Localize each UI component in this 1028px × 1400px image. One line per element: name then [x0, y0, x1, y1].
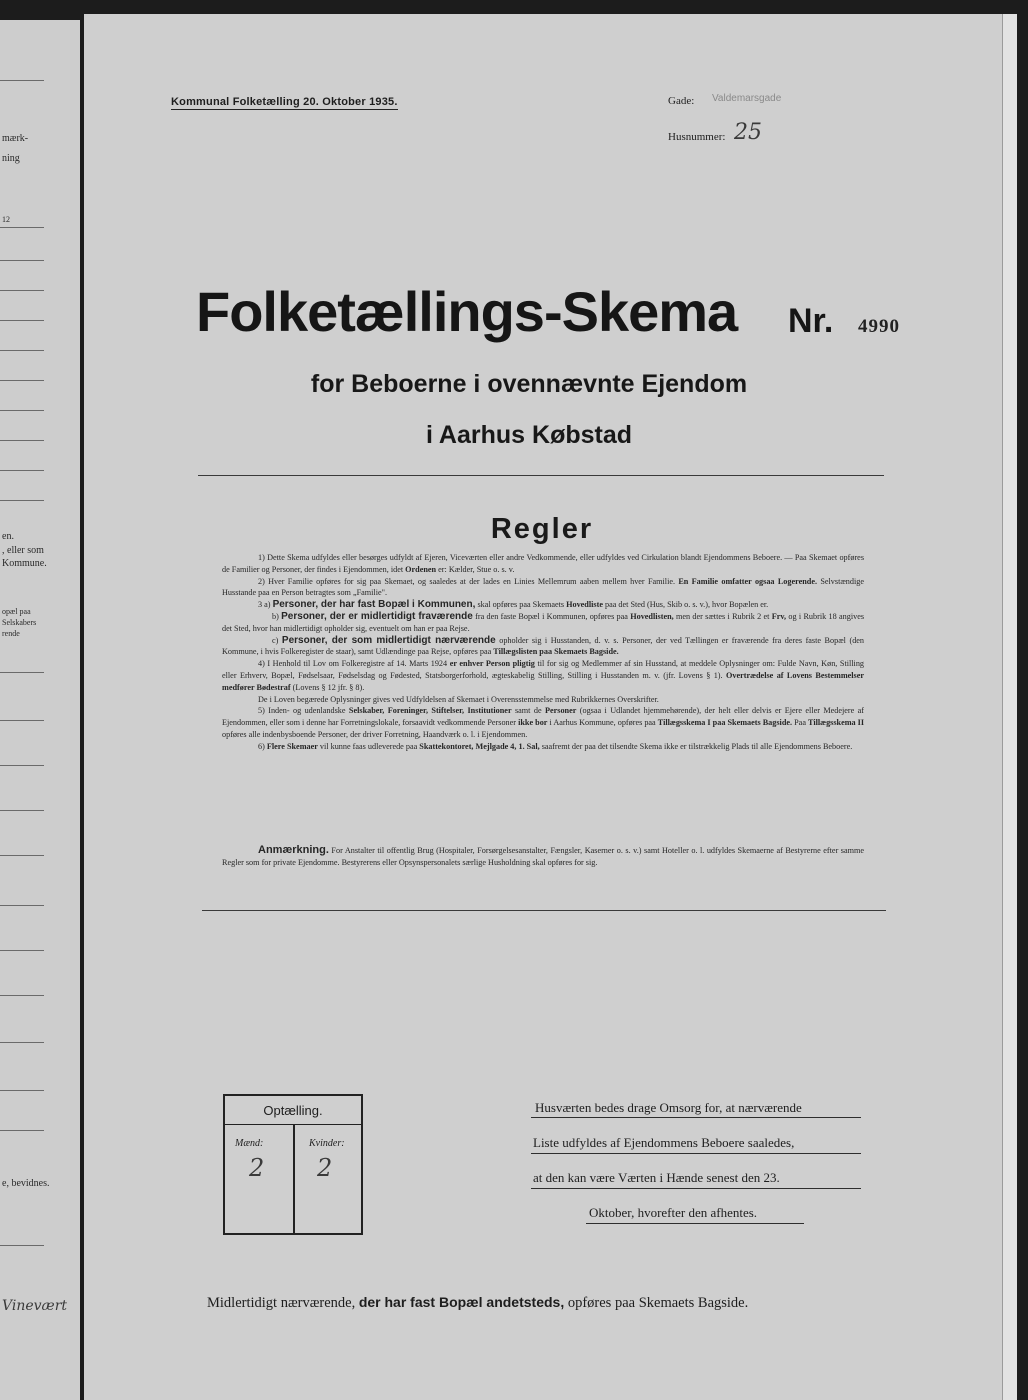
house-number-label: Husnummer:: [668, 131, 726, 143]
rule-3a: 3 a) Personer, der har fast Bopæl i Kommunen, skal opføres paa Skemaets Hovedliste paa det Sted (Hus, Skib o. s. v.), hvor Bopælen er.: [258, 599, 769, 611]
left-page-rule: [0, 410, 44, 411]
left-page-fragment: , eller som: [2, 545, 44, 556]
form-number-value: 4990: [858, 316, 900, 337]
left-page-rule: [0, 1090, 44, 1091]
left-page-rule: [0, 672, 44, 673]
left-page-fragment: mærk-: [2, 133, 29, 144]
left-page-rule: [0, 320, 44, 321]
rule-3c: c) Personer, der som midlertidigt nærværende opholder sig i Husstanden, d. v. s. Personer, der ved Tællingen er fraværende fra deres faste Bopæl (den Kommune, i hvis Folkeregister de staar), samt Udlændinge paa Rejse, opføres paa Tillægslisten paa Skemaets Bagside.: [222, 634, 865, 657]
left-page-fragment: e, bevidnes.: [2, 1178, 50, 1189]
men-count: 2: [249, 1154, 265, 1182]
form-title: Folketællings-Skema: [196, 280, 738, 343]
left-page-rule: [0, 855, 44, 856]
street-value: Valdemarsgade: [712, 93, 782, 104]
street-label: Gade:: [668, 95, 695, 107]
left-page-rule: [0, 765, 44, 766]
left-page-fragment: rende: [2, 629, 20, 638]
footer-note: Midlertidigt nærværende, der har fast Bopæl andetsteds, opføres paa Skemaets Bagside.: [207, 1294, 749, 1311]
house-number-value: 25: [734, 120, 762, 145]
count-box-title: Optælling.: [225, 1096, 361, 1125]
rule-5: 5) Inden- og udenlandske Selskaber, Foreninger, Stiftelser, Institutioner samt de Personer (ogsaa i Udlandet hjemmehørende), der helt eller delvis er Ejere eller Medejere af Ejendommen, eller som i denne har Forretningslokale, forsaavidt vedkommende Personer ikke bor i Aarhus Kommune, opføres paa Tillægsskema I paa Skemaets Bagside. Paa Tillægsskema II opføres alle indenbysboende Personer, der driver Forretning, Haandværk o. l. i Ejendommen.: [222, 706, 865, 739]
left-page-fragment: opæl paa: [2, 607, 31, 616]
instruction-underline: [531, 1117, 861, 1118]
instruction-underline: [531, 1188, 861, 1189]
form-location: i Aarhus Købstad: [425, 421, 633, 449]
count-box-divider: [293, 1124, 295, 1233]
form-subtitle: for Beboerne i ovennævnte Ejendom: [310, 370, 748, 398]
left-page-rule: [0, 810, 44, 811]
instruction-line: at den kan være Værten i Hænde senest den 23.: [533, 1170, 780, 1185]
form-number-label: Nr.: [788, 302, 834, 340]
left-page-rule: [0, 950, 44, 951]
left-page-rule: [0, 227, 44, 228]
left-page-rule: [0, 80, 44, 81]
left-page-rule: [0, 350, 44, 351]
rule-4-continued: De i Loven begærede Oplysninger gives ved Udfyldelsen af Skemaet i Overensstemmelse med Rubrikkernes Overskrifter.: [258, 694, 659, 704]
instruction-underline: [531, 1153, 861, 1154]
remark-text: For Anstalter til offentlig Brug (Hospitaler, Forsørgelsesanstalter, Fængsler, Kaserner o. s. v.) samt Hoteller o. l. udfyldes Skemaerne af Bestyrerne efter samme Regler som for private Ejendomme. Bestyrerens eller Opsynspersonalets særlige Husholdning skal opføres for sig.: [222, 846, 864, 867]
left-page-rule: [0, 720, 44, 721]
divider-top: [198, 475, 884, 476]
rules-body: [222, 552, 864, 753]
remark-label: Anmærkning.: [258, 844, 329, 856]
left-page-rule: [0, 290, 44, 291]
instruction-line: Oktober, hvorefter den afhentes.: [589, 1205, 758, 1220]
left-page-rule: [0, 260, 44, 261]
left-page-fragment: en.: [2, 531, 14, 542]
left-page-fragment: Kommune.: [2, 558, 47, 569]
left-page-fragment: 12: [2, 215, 10, 224]
left-page-rule: [0, 1042, 44, 1043]
instruction-underline: [586, 1223, 804, 1224]
women-label: Kvinder:: [309, 1138, 345, 1149]
left-page-rule: [0, 995, 44, 996]
women-count: 2: [317, 1154, 333, 1182]
page-edge: [1002, 14, 1017, 1400]
rule-2: 2) Hver Familie opføres for sig paa Skemaet, og saaledes at der lades en Linies Mellemrum aaben mellem hver Familie. En Familie omfatter ogsaa Logerende. Selvstændige Husstande paa en Person betragtes som „Familie".: [222, 576, 864, 598]
left-page-rule: [0, 500, 44, 501]
instruction-line: Husværten bedes drage Omsorg for, at nærværende: [535, 1100, 802, 1115]
left-page-fragment: ning: [2, 153, 20, 164]
instruction-line: Liste udfyldes af Ejendommens Beboere saaledes,: [533, 1135, 795, 1150]
count-box: [223, 1094, 363, 1235]
divider-bottom: [202, 910, 886, 911]
remark-paragraph: [222, 845, 864, 869]
left-page-rule: [0, 1130, 44, 1131]
men-label: Mænd:: [235, 1138, 264, 1149]
left-page-strip: [0, 20, 80, 1400]
rule-1: 1) Dette Skema udfyldes eller besørges udfyldt af Ejeren, Viceværten eller andre Vedkommende, eller udfyldes ved Cirkulation blandt Ejendommens Beboere. — Paa Skemaet opføres de Familier og Personer, der findes i Ejendommen, idet Ordenen er: Kælder, Stue o. s. v.: [222, 553, 864, 574]
rule-6: 6) Flere Skemaer vil kunne faas udleverede paa Skattekontoret, Mejlgade 4, 1. Sal, saafremt der paa det tilsendte Skema ikke er tilstrækkelig Plads til alle Ejendommens Beboere.: [258, 741, 853, 751]
left-page-signature: Vinevært: [2, 1298, 68, 1314]
rule-3b: b) Personer, der er midlertidigt fraværende fra den faste Bopæl i Kommunen, opføres paa Hovedlisten, men der sættes i Rubrik 2 et Frv, og i Rubrik 18 angives det Sted, hvor han midlertidigt opholder sig, eventuelt om han er paa Rejse.: [222, 610, 865, 633]
rules-heading: Regler: [490, 513, 594, 545]
left-page-rule: [0, 1245, 44, 1246]
rule-4: 4) I Henhold til Lov om Folkeregistre af 14. Marts 1924 er enhver Person pligtig til for sig og Medlemmer af sin Husstand, at meddele Oplysninger om: Fulde Navn, Køn, Stilling eller Erhverv, Bopæl, Fødselsaar, Fødselsdag og Fødested, Statsborgerforhold, ægteskabelig Stilling, Stilling i Husstanden m. v. (jfr. Lovens § 1). Overtrædelse af Lovens Bestemmelser medfører Bødestraf (Lovens § 12 jfr. § 8).: [222, 659, 865, 692]
left-page-rule: [0, 905, 44, 906]
left-page-rule: [0, 470, 44, 471]
left-page-fragment: Selskabers: [2, 618, 37, 627]
census-title: Kommunal Folketælling 20. Oktober 1935.: [171, 96, 398, 108]
